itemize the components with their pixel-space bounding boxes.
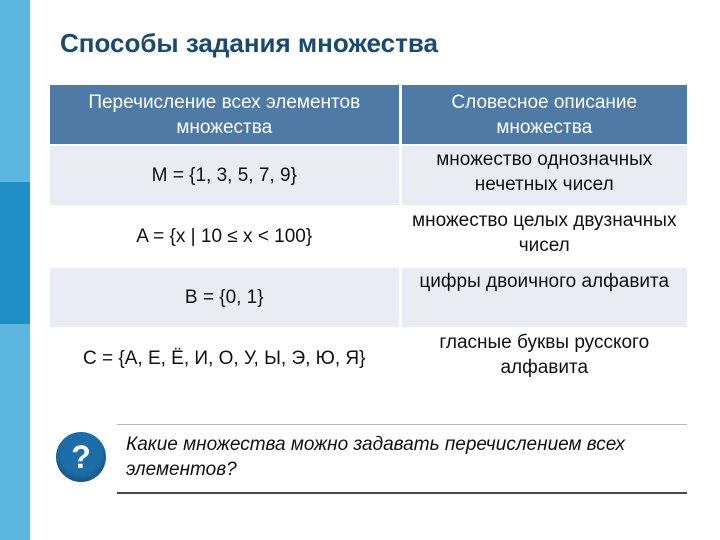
slide-title: Способы задания множества	[60, 28, 438, 58]
question-text: Какие множества можно задавать перечислением всех элементов?	[126, 434, 626, 480]
table-row	[50, 267, 687, 328]
question-divider-bottom	[117, 492, 687, 494]
set-enumeration-cell: M = {1, 3, 5, 7, 9}	[50, 145, 400, 206]
set-description-cell: множество однозначных нечетных чисел	[400, 145, 687, 206]
header-enumeration: Перечисление всех элементов множества	[50, 85, 400, 145]
set-enumeration-cell: C = {А, Е, Ё, И, О, У, Ы, Э, Ю, Я}	[50, 328, 400, 388]
set-description-cell: множество целых двузначных чисел	[400, 206, 687, 267]
question-divider-top	[117, 424, 687, 425]
set-description-cell: гласные буквы русского алфавита	[400, 328, 687, 388]
question-icon: ?	[56, 432, 106, 482]
set-enumeration-cell: A = {x | 10 ≤ x < 100}	[50, 206, 400, 267]
header-description: Словесное описание множества	[400, 85, 687, 145]
set-enumeration-cell: B = {0, 1}	[50, 267, 400, 328]
table-row	[50, 328, 687, 388]
table-row	[50, 206, 687, 267]
table-row	[50, 145, 687, 206]
left-accent-bar-dark	[0, 182, 30, 324]
table-header-row	[50, 85, 687, 145]
set-description-cell: цифры двоичного алфавита	[400, 267, 687, 328]
sets-table	[50, 85, 687, 388]
